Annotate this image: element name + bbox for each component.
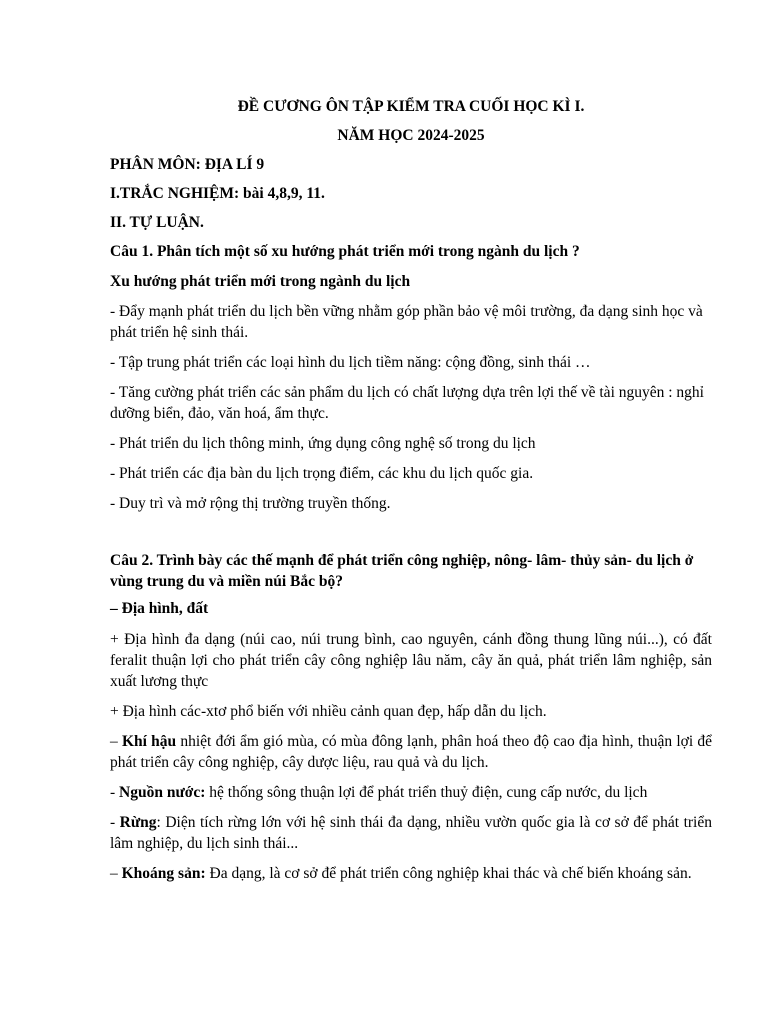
climate-paragraph xyxy=(110,731,712,773)
water-label: Nguồn nước: xyxy=(119,784,206,801)
terrain-item: + Địa hình các-xtơ phổ biến với nhiều cảnh quan đẹp, hấp dẫn du lịch. xyxy=(110,703,547,720)
forest-paragraph xyxy=(110,812,712,854)
mineral-paragraph xyxy=(110,863,712,884)
climate-text: nhiệt đới ẩm gió mùa, có mùa đông lạnh, phân hoá theo độ cao địa hình, thuận lợi để phát triển cây công nghiệp, cây dược liệu, rau quả và du lịch. xyxy=(110,733,713,771)
question-1-subtitle: Xu hướng phát triển mới trong ngành du lịch xyxy=(110,273,411,290)
section-spacer xyxy=(110,523,712,550)
question-2-title: Câu 2. Trình bày các thế mạnh để phát triển công nghiệp, nông- lâm- thủy sản- du lịch ở vùng trung du và miền núi Bắc bộ? xyxy=(110,552,694,590)
forest-label: Rừng xyxy=(119,814,157,831)
terrain-heading: – Địa hình, đất xyxy=(110,600,209,617)
terrain-item: + Địa hình đa dạng (núi cao, núi trung bình, cao nguyên, cánh đồng thung lũng núi...), có đất feralit thuận lợi cho phát triển cây công nghiệp lâu năm, cây ăn quả, phát triển lâm nghiệp, sản xuất lương thực xyxy=(110,631,712,690)
question-1-item: - Phát triển các địa bàn du lịch trọng điểm, các khu du lịch quốc gia. xyxy=(110,465,534,482)
climate-prefix: – xyxy=(110,733,122,750)
subject-heading: PHÂN MÔN: ĐỊA LÍ 9 xyxy=(110,156,265,173)
school-year: NĂM HỌC 2024-2025 xyxy=(337,127,485,144)
question-1-item: - Đẩy mạnh phát triển du lịch bền vững nhằm góp phần bảo vệ môi trường, đa dạng sinh học và phát triển hệ sinh thái. xyxy=(110,303,703,341)
climate-label: Khí hậu xyxy=(121,733,177,750)
mineral-text: Đa dạng, là cơ sở để phát triển công nghiệp khai thác và chế biến khoáng sản. xyxy=(205,865,692,882)
document-content xyxy=(110,96,712,893)
question-1-item: - Tăng cường phát triển các sản phẩm du lịch có chất lượng dựa trên lợi thế về tài nguyên : nghỉ dưỡng biển, đảo, văn hoá, ẩm thực. xyxy=(110,384,704,422)
water-paragraph xyxy=(110,782,712,803)
mineral-label: Khoáng sản: xyxy=(121,865,206,882)
mineral-prefix: – xyxy=(110,865,122,882)
water-text: hệ thống sông thuận lợi để phát triển thuỷ điện, cung cấp nước, du lịch xyxy=(205,784,648,801)
part-essay: II. TỰ LUẬN. xyxy=(110,214,204,231)
water-prefix: - xyxy=(110,784,120,801)
question-1-title: Câu 1. Phân tích một số xu hướng phát triển mới trong ngành du lịch ? xyxy=(110,243,580,260)
part-multiple-choice: I.TRẮC NGHIỆM: bài 4,8,9, 11. xyxy=(110,185,325,202)
document-title: ĐỀ CƯƠNG ÔN TẬP KIỂM TRA CUỐI HỌC KÌ I. xyxy=(237,98,585,115)
question-1-item: - Tập trung phát triển các loại hình du lịch tiềm năng: cộng đồng, sinh thái … xyxy=(110,354,591,371)
question-1-item: - Phát triển du lịch thông minh, ứng dụng công nghệ số trong du lịch xyxy=(110,435,536,452)
forest-prefix: - xyxy=(110,814,120,831)
forest-text: : Diện tích rừng lớn với hệ sinh thái đa dạng, nhiều vườn quốc gia là cơ sở để phát triển lâm nghiệp, du lịch sinh thái... xyxy=(110,814,712,852)
question-1-item: - Duy trì và mở rộng thị trường truyền thống. xyxy=(110,495,391,512)
